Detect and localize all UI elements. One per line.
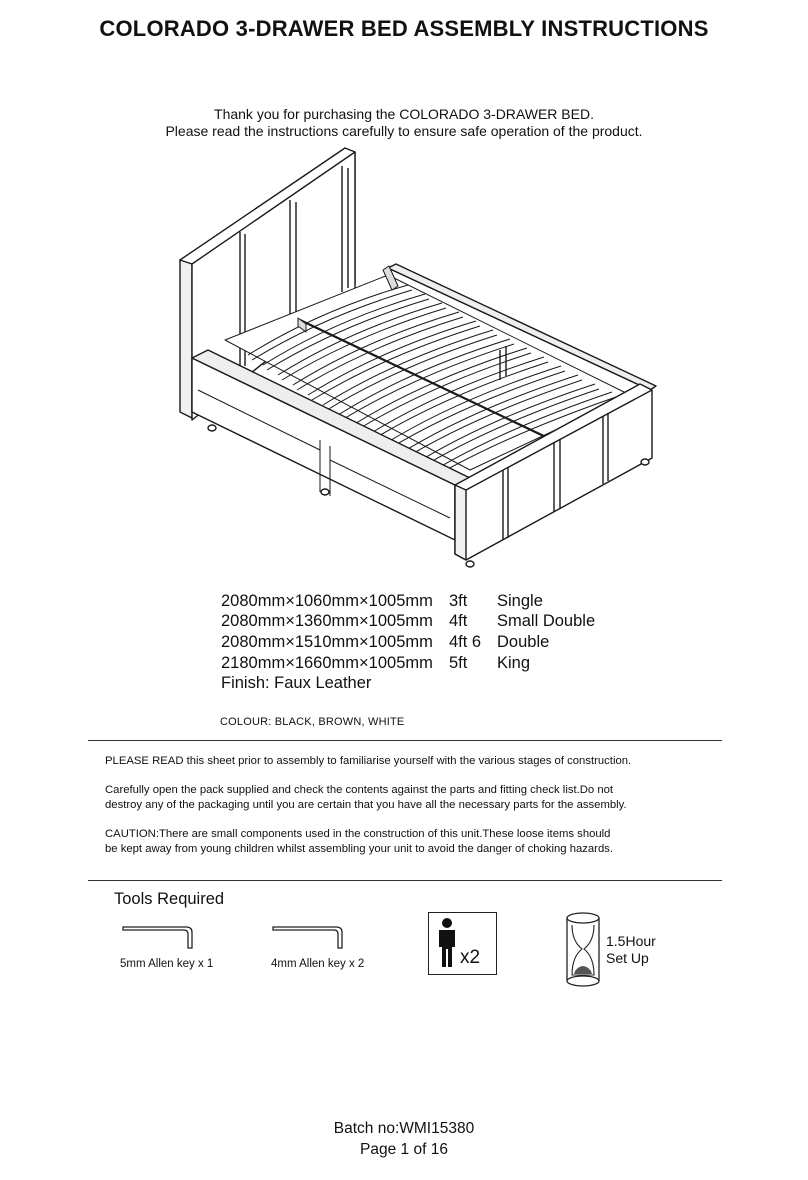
setup-time: [606, 933, 656, 967]
intro-line-2: Please read the instructions carefully to ensure safe operation of the product.: [165, 123, 643, 139]
divider: [88, 880, 722, 881]
setup-time-label: Set Up: [606, 950, 649, 966]
allen-key-icon: [122, 926, 194, 952]
bed-frame-illustration: [170, 140, 670, 580]
hourglass-icon: [562, 911, 606, 989]
allen-key-5mm-label: 5mm Allen key x 1: [120, 958, 214, 970]
size-name: King: [497, 654, 531, 672]
allen-key-icon: [272, 926, 344, 952]
size-dimensions: 2180mm×1660mm×1005mm: [221, 654, 433, 672]
size-feet: 5ft: [449, 654, 468, 672]
size-dimensions: 2080mm×1060mm×1005mm: [221, 592, 433, 610]
allen-key-4mm-label: 4mm Allen key x 2: [271, 958, 365, 970]
please-read-notice: PLEASE READ this sheet prior to assembly to familiarise yourself with the various stages of construction.: [105, 755, 632, 767]
size-feet: 3ft: [449, 592, 468, 610]
divider: [88, 740, 722, 741]
check-notice-line-2: destroy any of the packaging until you are certain that you have all the necessary parts for the assembly.: [105, 799, 627, 811]
size-name: Small Double: [497, 612, 596, 630]
setup-time-value: 1.5Hour: [606, 933, 656, 949]
size-dimensions: 2080mm×1510mm×1005mm: [221, 633, 433, 651]
page-number: Page 1 of 16: [360, 1141, 448, 1158]
people-count: x2: [460, 947, 481, 968]
size-dimensions: 2080mm×1360mm×1005mm: [221, 612, 433, 630]
tools-heading: Tools Required: [114, 890, 225, 908]
size-name: Single: [497, 592, 543, 610]
document-title: COLORADO 3-DRAWER BED ASSEMBLY INSTRUCTIONS: [99, 16, 709, 41]
finish-text: Finish: Faux Leather: [221, 674, 372, 692]
check-notice-line-1: Carefully open the pack supplied and check the contents against the parts and fitting check list.Do not: [105, 784, 614, 796]
caution-notice-line-1: CAUTION:There are small components used in the construction of this unit.These loose items should: [105, 828, 611, 840]
caution-notice-line-2: be kept away from young children whilst assembling your unit to avoid the danger of choking hazards.: [105, 843, 614, 855]
colour-options: COLOUR: BLACK, BROWN, WHITE: [220, 716, 405, 728]
size-feet: 4ft 6: [449, 633, 482, 651]
size-feet: 4ft: [449, 612, 468, 630]
size-name: Double: [497, 633, 550, 651]
batch-number: Batch no:WMI15380: [333, 1120, 475, 1137]
person-icon: [436, 917, 458, 969]
intro-line-1: Thank you for purchasing the COLORADO 3-DRAWER BED.: [214, 106, 594, 122]
people-required-box: [428, 912, 497, 975]
